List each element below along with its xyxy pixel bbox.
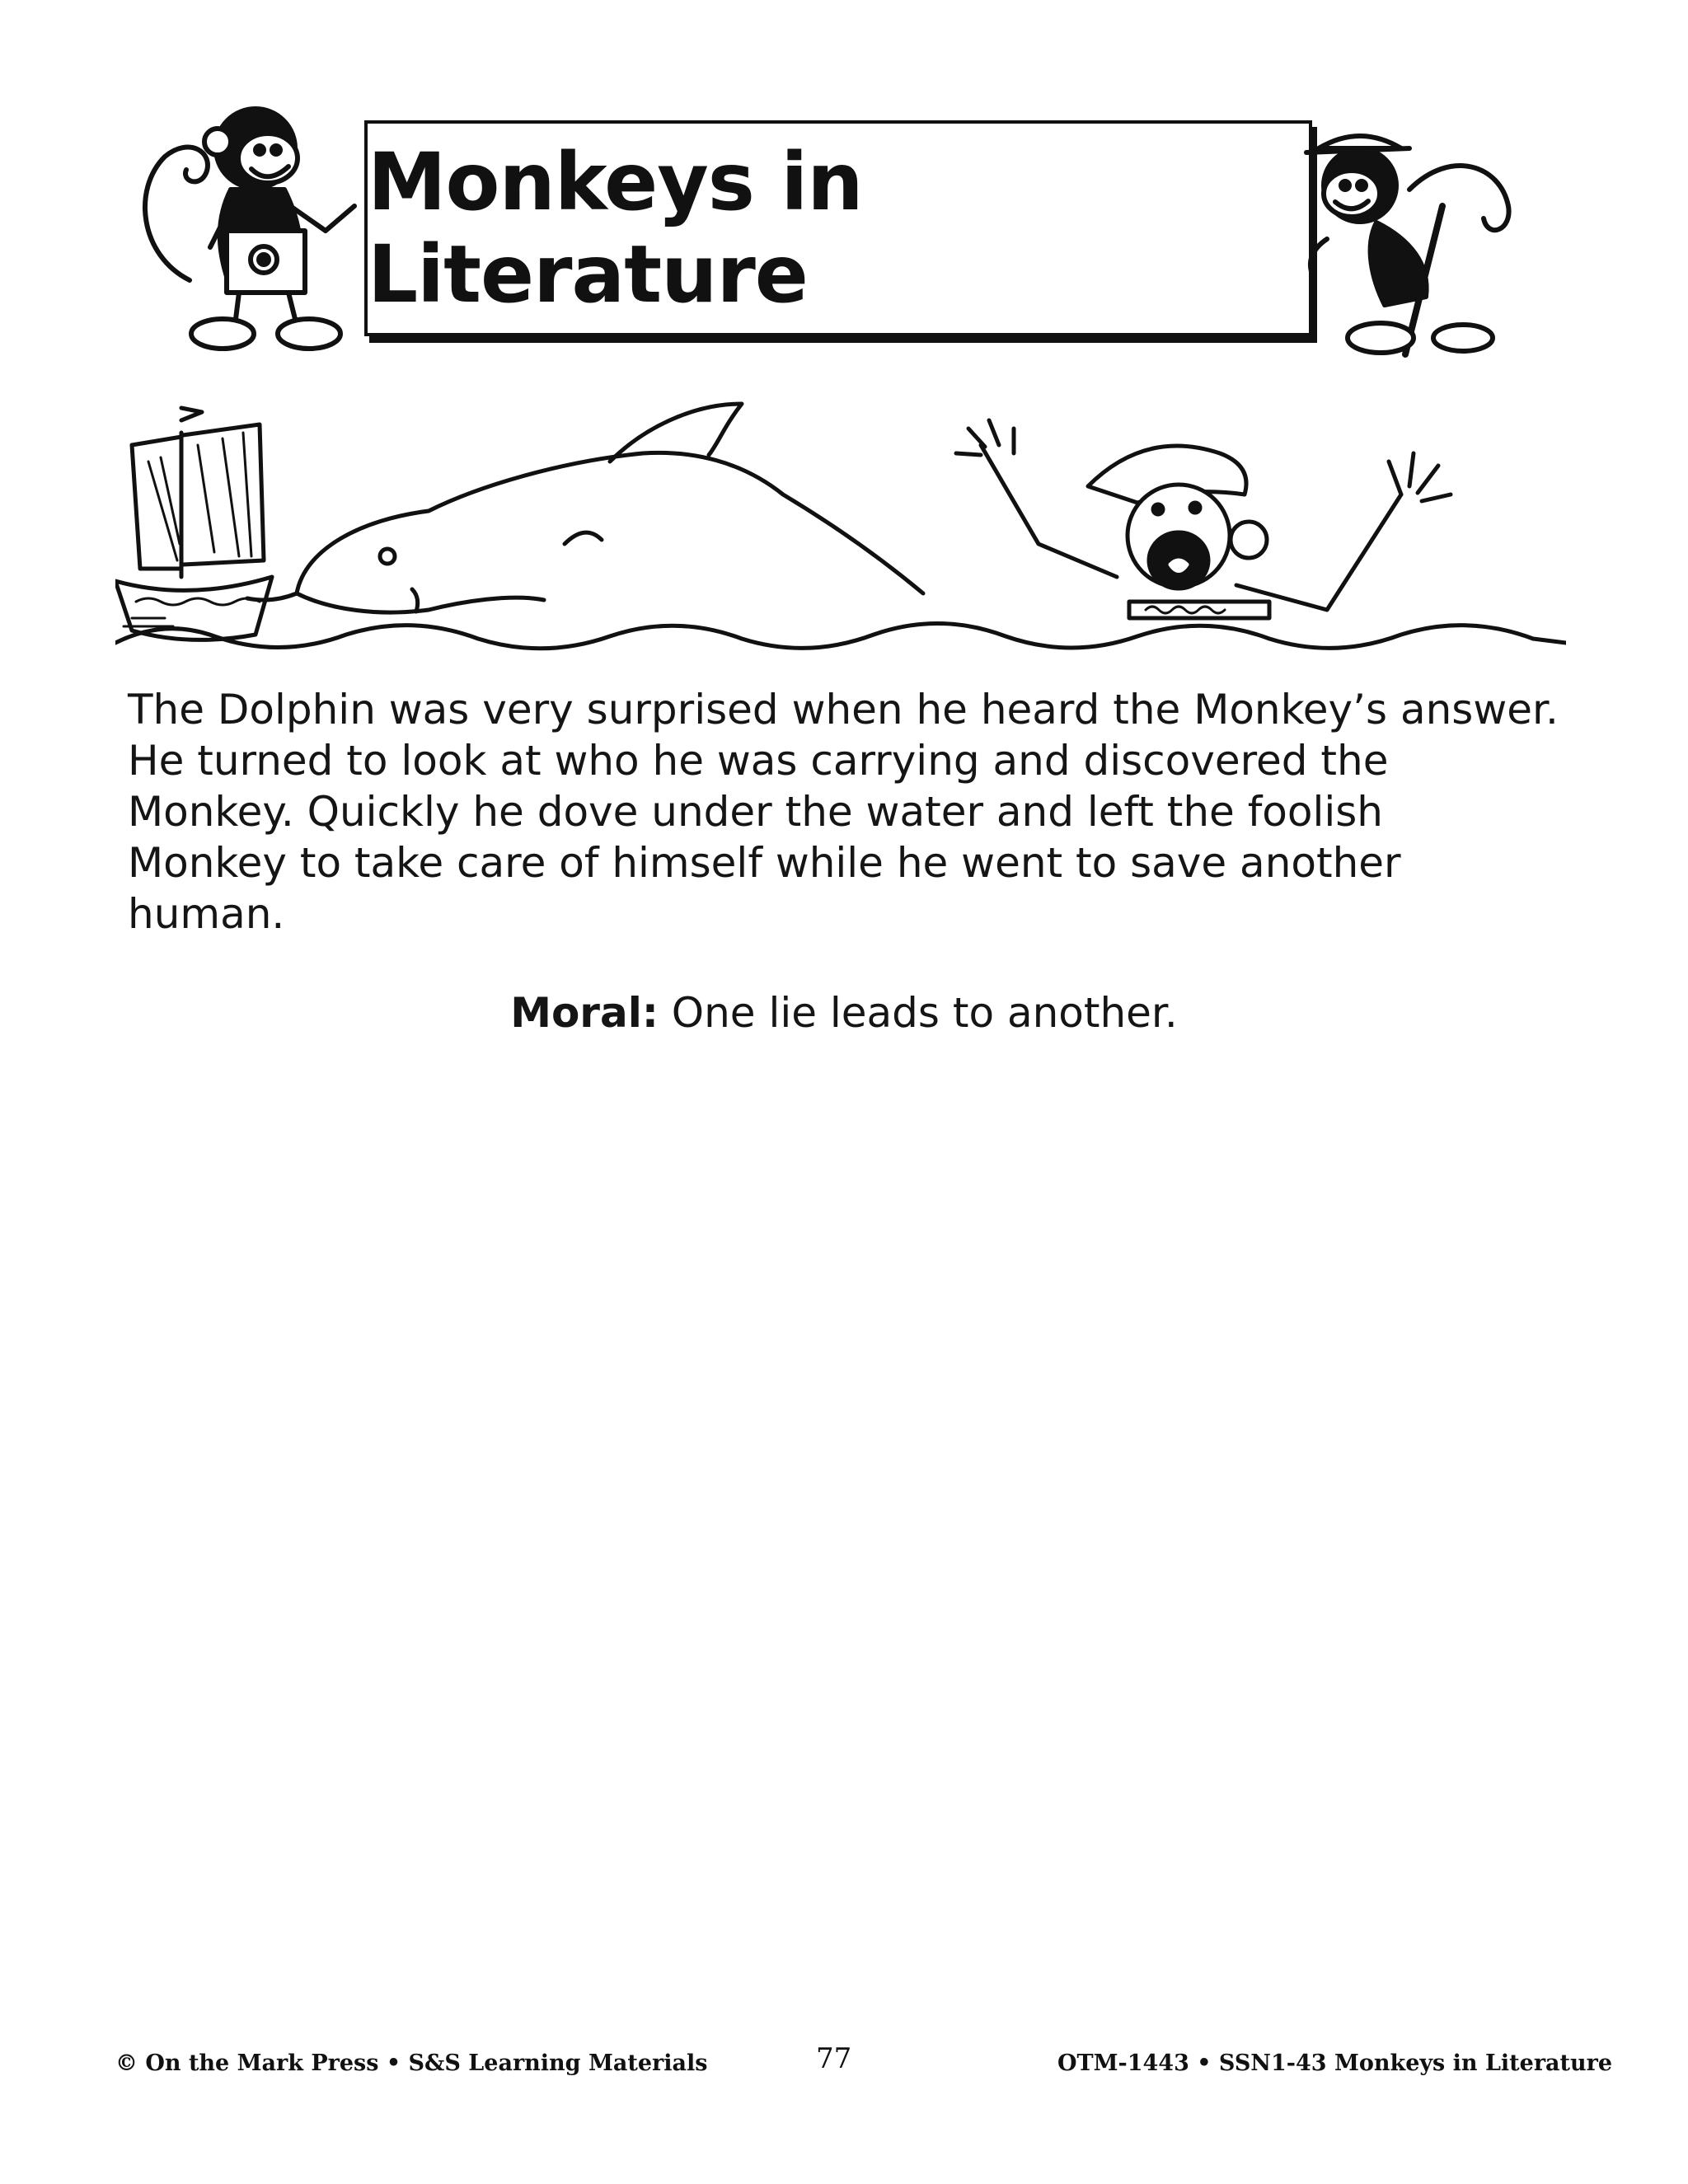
story-line-4: Monkey to take care of himself while he went to save another <box>128 839 1401 887</box>
story-line-1: The Dolphin was very surprised when he heard the Monkey’s answer. <box>128 686 1559 733</box>
dolphin-scene-illustration <box>115 396 1566 659</box>
waves-icon <box>115 618 1566 649</box>
dolphin-icon <box>247 404 923 612</box>
sailboat-icon <box>115 408 272 640</box>
monkey-right-icon <box>1286 115 1550 363</box>
story-line-3: Monkey. Quickly he dove under the water and left the foolish <box>128 788 1383 836</box>
shouting-monkey-icon <box>956 420 1451 618</box>
story-line-2: He turned to look at who he was carrying and discovered the <box>128 737 1389 785</box>
page-title: Monkeys in Literature <box>368 136 863 321</box>
page-number: 77 <box>816 2042 852 2075</box>
footer-publisher: © On the Mark Press • S&S Learning Materials <box>115 2050 708 2076</box>
story-line-5: human. <box>128 890 285 938</box>
monkey-left-icon <box>132 91 379 354</box>
moral-label: Moral: <box>510 989 659 1037</box>
moral-statement <box>0 989 1688 1037</box>
footer-book-code: OTM-1443 • SSN1-43 Monkeys in Literature <box>1057 2050 1613 2076</box>
title-banner <box>364 120 1312 336</box>
story-paragraph <box>128 684 1562 940</box>
moral-text: One lie leads to another. <box>658 989 1178 1037</box>
